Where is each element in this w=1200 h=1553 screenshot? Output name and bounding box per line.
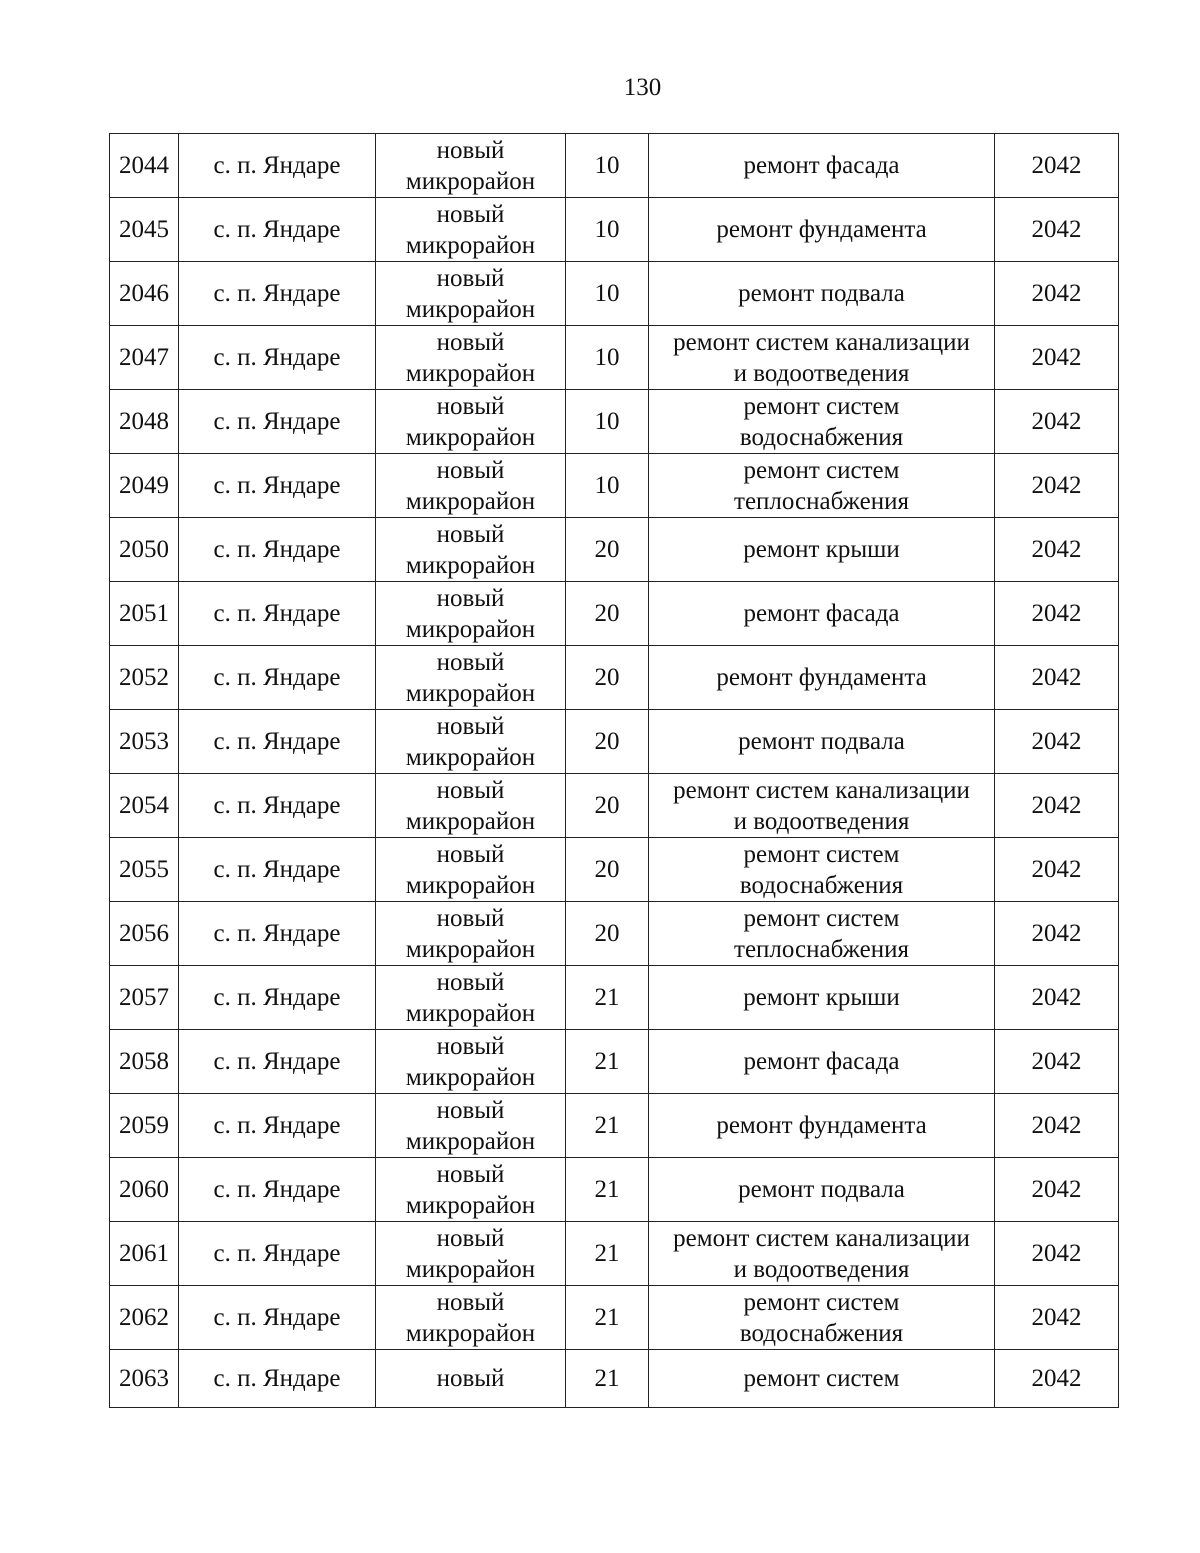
work-type-cell [649, 1094, 995, 1158]
work-type-cell-text: ремонт фасада [743, 1048, 900, 1075]
row-number-cell-text: 2049 [119, 472, 169, 499]
year-cell-text: 2042 [1031, 1304, 1082, 1331]
street-cell-text: новый микрорайон [405, 712, 536, 771]
year-cell-text: 2042 [1031, 536, 1082, 563]
work-type-cell-text: ремонт крыши [743, 984, 900, 1011]
house-number-cell-text: 10 [594, 472, 620, 499]
settlement-cell [179, 774, 376, 838]
year-cell-text: 2042 [1031, 1112, 1082, 1139]
year-cell [995, 1030, 1119, 1094]
row-number-cell-text: 2046 [119, 280, 169, 307]
table-row [110, 134, 1119, 198]
row-number-cell-text: 2057 [119, 984, 169, 1011]
row-number-cell-text: 2048 [119, 408, 169, 435]
street-cell-text: новый микрорайон [405, 776, 536, 835]
row-number-cell [110, 326, 179, 390]
house-number-cell [566, 774, 649, 838]
work-type-cell-text: ремонт систем теплоснабжения [734, 456, 909, 515]
year-cell-text: 2042 [1031, 984, 1082, 1011]
work-type-cell [649, 1350, 995, 1408]
work-type-cell [649, 454, 995, 518]
row-number-cell [110, 966, 179, 1030]
row-number-cell [110, 710, 179, 774]
house-number-cell [566, 326, 649, 390]
work-type-cell-text: ремонт подвала [738, 728, 905, 755]
table-row [110, 710, 1119, 774]
house-number-cell [566, 838, 649, 902]
settlement-cell-text: с. п. Яндаре [213, 344, 341, 371]
settlement-cell-text: с. п. Яндаре [213, 1365, 341, 1392]
work-type-cell [649, 966, 995, 1030]
settlement-cell [179, 1350, 376, 1408]
work-type-cell [649, 646, 995, 710]
street-cell-text: новый микрорайон [405, 392, 536, 451]
year-cell-text: 2042 [1031, 856, 1082, 883]
row-number-cell [110, 1030, 179, 1094]
street-cell-text: новый микрорайон [405, 328, 536, 387]
row-number-cell-text: 2051 [119, 600, 169, 627]
table-body [110, 134, 1119, 1408]
table-row [110, 1030, 1119, 1094]
work-type-cell [649, 518, 995, 582]
year-cell [995, 646, 1119, 710]
house-number-cell [566, 1158, 649, 1222]
street-cell [376, 902, 566, 966]
year-cell-text: 2042 [1031, 920, 1082, 947]
house-number-cell [566, 582, 649, 646]
year-cell [995, 134, 1119, 198]
house-number-cell [566, 1030, 649, 1094]
street-cell [376, 518, 566, 582]
street-cell-text: новый [436, 1365, 505, 1392]
year-cell-text: 2042 [1031, 280, 1082, 307]
work-type-cell [649, 710, 995, 774]
house-number-cell [566, 1350, 649, 1408]
year-cell [995, 1094, 1119, 1158]
settlement-cell [179, 390, 376, 454]
settlement-cell [179, 1286, 376, 1350]
house-number-cell-text: 21 [594, 1048, 620, 1075]
year-cell-text: 2042 [1031, 152, 1082, 179]
work-type-cell [649, 134, 995, 198]
street-cell [376, 1094, 566, 1158]
year-cell [995, 774, 1119, 838]
settlement-cell-text: с. п. Яндаре [213, 984, 341, 1011]
house-number-cell [566, 390, 649, 454]
house-number-cell [566, 518, 649, 582]
table-row [110, 774, 1119, 838]
street-cell-text: новый микрорайон [405, 904, 536, 963]
house-number-cell [566, 710, 649, 774]
work-type-cell-text: ремонт систем канализации и водоотведения [673, 776, 970, 835]
row-number-cell-text: 2053 [119, 728, 169, 755]
work-type-cell [649, 326, 995, 390]
row-number-cell [110, 1350, 179, 1408]
row-number-cell-text: 2052 [119, 664, 169, 691]
street-cell [376, 966, 566, 1030]
settlement-cell [179, 454, 376, 518]
street-cell-text: новый микрорайон [405, 648, 536, 707]
year-cell-text: 2042 [1031, 792, 1082, 819]
street-cell [376, 134, 566, 198]
work-type-cell [649, 262, 995, 326]
row-number-cell [110, 774, 179, 838]
table-row [110, 1158, 1119, 1222]
work-type-cell-text: ремонт подвала [738, 1176, 905, 1203]
settlement-cell-text: с. п. Яндаре [213, 152, 341, 179]
table-row [110, 326, 1119, 390]
table-row [110, 902, 1119, 966]
street-cell [376, 646, 566, 710]
street-cell [376, 838, 566, 902]
settlement-cell-text: с. п. Яндаре [213, 216, 341, 243]
settlement-cell-text: с. п. Яндаре [213, 792, 341, 819]
work-type-cell [649, 582, 995, 646]
house-number-cell-text: 20 [594, 792, 620, 819]
settlement-cell [179, 646, 376, 710]
year-cell-text: 2042 [1031, 344, 1082, 371]
row-number-cell [110, 1158, 179, 1222]
year-cell [995, 582, 1119, 646]
street-cell-text: новый микрорайон [405, 264, 536, 323]
work-type-cell [649, 198, 995, 262]
house-number-cell-text: 21 [594, 1176, 620, 1203]
table-row [110, 966, 1119, 1030]
house-number-cell [566, 454, 649, 518]
year-cell [995, 198, 1119, 262]
settlement-cell [179, 326, 376, 390]
street-cell-text: новый микрорайон [405, 840, 536, 899]
street-cell [376, 1030, 566, 1094]
work-type-cell-text: ремонт систем [743, 1365, 900, 1392]
table-row [110, 1222, 1119, 1286]
year-cell [995, 1222, 1119, 1286]
year-cell-text: 2042 [1031, 728, 1082, 755]
row-number-cell-text: 2059 [119, 1112, 169, 1139]
settlement-cell [179, 1222, 376, 1286]
settlement-cell [179, 838, 376, 902]
table-row [110, 518, 1119, 582]
table-row [110, 198, 1119, 262]
settlement-cell-text: с. п. Яндаре [213, 664, 341, 691]
settlement-cell-text: с. п. Яндаре [213, 728, 341, 755]
street-cell-text: новый микрорайон [405, 584, 536, 643]
street-cell-text: новый микрорайон [405, 136, 536, 195]
work-type-cell-text: ремонт фасада [743, 600, 900, 627]
street-cell [376, 326, 566, 390]
settlement-cell-text: с. п. Яндаре [213, 600, 341, 627]
row-number-cell [110, 902, 179, 966]
work-type-cell [649, 774, 995, 838]
year-cell [995, 454, 1119, 518]
street-cell [376, 1286, 566, 1350]
house-number-cell-text: 21 [594, 984, 620, 1011]
row-number-cell [110, 838, 179, 902]
table-row [110, 1094, 1119, 1158]
settlement-cell-text: с. п. Яндаре [213, 408, 341, 435]
street-cell [376, 1350, 566, 1408]
street-cell [376, 710, 566, 774]
house-number-cell [566, 966, 649, 1030]
row-number-cell-text: 2055 [119, 856, 169, 883]
work-type-cell-text: ремонт систем канализации и водоотведения [673, 328, 970, 387]
work-type-cell-text: ремонт фундамента [716, 664, 927, 691]
row-number-cell-text: 2062 [119, 1304, 169, 1331]
street-cell-text: новый микрорайон [405, 520, 536, 579]
settlement-cell-text: с. п. Яндаре [213, 856, 341, 883]
settlement-cell [179, 262, 376, 326]
street-cell [376, 1222, 566, 1286]
house-number-cell-text: 20 [594, 920, 620, 947]
work-type-cell-text: ремонт систем канализации и водоотведения [673, 1224, 970, 1283]
house-number-cell [566, 198, 649, 262]
settlement-cell [179, 710, 376, 774]
year-cell [995, 1158, 1119, 1222]
work-type-cell-text: ремонт фасада [743, 152, 900, 179]
house-number-cell-text: 10 [594, 216, 620, 243]
street-cell-text: новый микрорайон [405, 456, 536, 515]
house-number-cell-text: 20 [594, 728, 620, 755]
row-number-cell-text: 2054 [119, 792, 169, 819]
house-number-cell [566, 1094, 649, 1158]
year-cell [995, 326, 1119, 390]
work-type-cell-text: ремонт фундамента [716, 216, 927, 243]
year-cell [995, 390, 1119, 454]
table-row [110, 1286, 1119, 1350]
settlement-cell [179, 1030, 376, 1094]
street-cell-text: новый микрорайон [405, 1096, 536, 1155]
settlement-cell-text: с. п. Яндаре [213, 1240, 341, 1267]
work-type-cell [649, 1030, 995, 1094]
year-cell-text: 2042 [1031, 216, 1082, 243]
table-row [110, 582, 1119, 646]
street-cell-text: новый микрорайон [405, 968, 536, 1027]
settlement-cell [179, 966, 376, 1030]
row-number-cell [110, 454, 179, 518]
row-number-cell [110, 262, 179, 326]
year-cell-text: 2042 [1031, 1048, 1082, 1075]
house-number-cell [566, 262, 649, 326]
work-type-cell [649, 390, 995, 454]
settlement-cell-text: с. п. Яндаре [213, 1176, 341, 1203]
house-number-cell-text: 21 [594, 1304, 620, 1331]
year-cell [995, 902, 1119, 966]
year-cell [995, 966, 1119, 1030]
settlement-cell-text: с. п. Яндаре [213, 920, 341, 947]
year-cell-text: 2042 [1031, 1365, 1082, 1392]
settlement-cell [179, 582, 376, 646]
table-row [110, 838, 1119, 902]
work-type-cell [649, 1222, 995, 1286]
street-cell [376, 774, 566, 838]
house-number-cell [566, 1222, 649, 1286]
settlement-cell-text: с. п. Яндаре [213, 1304, 341, 1331]
year-cell-text: 2042 [1031, 600, 1082, 627]
house-number-cell-text: 20 [594, 600, 620, 627]
year-cell-text: 2042 [1031, 664, 1082, 691]
work-type-cell-text: ремонт систем водоснабжения [739, 840, 904, 899]
work-type-cell-text: ремонт систем теплоснабжения [734, 904, 909, 963]
settlement-cell [179, 1158, 376, 1222]
year-cell-text: 2042 [1031, 1240, 1082, 1267]
house-number-cell-text: 20 [594, 856, 620, 883]
house-number-cell [566, 1286, 649, 1350]
settlement-cell-text: с. п. Яндаре [213, 472, 341, 499]
street-cell-text: новый микрорайон [405, 200, 536, 259]
year-cell-text: 2042 [1031, 1176, 1082, 1203]
work-type-cell-text: ремонт крыши [743, 536, 900, 563]
house-number-cell-text: 10 [594, 280, 620, 307]
settlement-cell [179, 134, 376, 198]
work-type-cell-text: ремонт фундамента [716, 1112, 927, 1139]
street-cell [376, 198, 566, 262]
house-number-cell-text: 20 [594, 664, 620, 691]
settlement-cell-text: с. п. Яндаре [213, 1112, 341, 1139]
street-cell [376, 454, 566, 518]
row-number-cell [110, 198, 179, 262]
settlement-cell [179, 902, 376, 966]
street-cell [376, 262, 566, 326]
street-cell-text: новый микрорайон [405, 1224, 536, 1283]
row-number-cell [110, 1222, 179, 1286]
street-cell [376, 390, 566, 454]
row-number-cell [110, 390, 179, 454]
year-cell [995, 710, 1119, 774]
table-row [110, 390, 1119, 454]
row-number-cell-text: 2050 [119, 536, 169, 563]
row-number-cell-text: 2047 [119, 344, 169, 371]
year-cell [995, 838, 1119, 902]
year-cell-text: 2042 [1031, 408, 1082, 435]
year-cell [995, 518, 1119, 582]
work-type-cell [649, 902, 995, 966]
row-number-cell [110, 1094, 179, 1158]
street-cell [376, 582, 566, 646]
settlement-cell [179, 1094, 376, 1158]
year-cell [995, 1350, 1119, 1408]
work-type-cell-text: ремонт систем водоснабжения [739, 392, 904, 451]
row-number-cell [110, 1286, 179, 1350]
works-table [109, 133, 1119, 1408]
table-row [110, 646, 1119, 710]
year-cell [995, 1286, 1119, 1350]
house-number-cell-text: 21 [594, 1240, 620, 1267]
settlement-cell [179, 198, 376, 262]
year-cell-text: 2042 [1031, 472, 1082, 499]
row-number-cell-text: 2044 [119, 152, 169, 179]
work-type-cell [649, 1286, 995, 1350]
work-type-cell-text: ремонт подвала [738, 280, 905, 307]
house-number-cell [566, 902, 649, 966]
house-number-cell [566, 646, 649, 710]
work-type-cell [649, 838, 995, 902]
settlement-cell-text: с. п. Яндаре [213, 280, 341, 307]
page-number: 130 [623, 74, 662, 101]
row-number-cell-text: 2063 [119, 1365, 169, 1392]
house-number-cell [566, 134, 649, 198]
row-number-cell [110, 646, 179, 710]
house-number-cell-text: 21 [594, 1112, 620, 1139]
house-number-cell-text: 10 [594, 152, 620, 179]
street-cell [376, 1158, 566, 1222]
house-number-cell-text: 10 [594, 344, 620, 371]
house-number-cell-text: 20 [594, 536, 620, 563]
row-number-cell-text: 2056 [119, 920, 169, 947]
row-number-cell-text: 2061 [119, 1240, 169, 1267]
settlement-cell [179, 518, 376, 582]
house-number-cell-text: 10 [594, 408, 620, 435]
row-number-cell-text: 2058 [119, 1048, 169, 1075]
house-number-cell-text: 21 [594, 1365, 620, 1392]
street-cell-text: новый микрорайон [405, 1288, 536, 1347]
settlement-cell-text: с. п. Яндаре [213, 536, 341, 563]
row-number-cell-text: 2060 [119, 1176, 169, 1203]
settlement-cell-text: с. п. Яндаре [213, 1048, 341, 1075]
year-cell [995, 262, 1119, 326]
work-type-cell-text: ремонт систем водоснабжения [739, 1288, 904, 1347]
work-type-cell [649, 1158, 995, 1222]
table-row [110, 454, 1119, 518]
row-number-cell [110, 134, 179, 198]
street-cell-text: новый микрорайон [405, 1032, 536, 1091]
row-number-cell [110, 518, 179, 582]
row-number-cell [110, 582, 179, 646]
table-row [110, 1350, 1119, 1408]
row-number-cell-text: 2045 [119, 216, 169, 243]
street-cell-text: новый микрорайон [405, 1160, 536, 1219]
table-row [110, 262, 1119, 326]
